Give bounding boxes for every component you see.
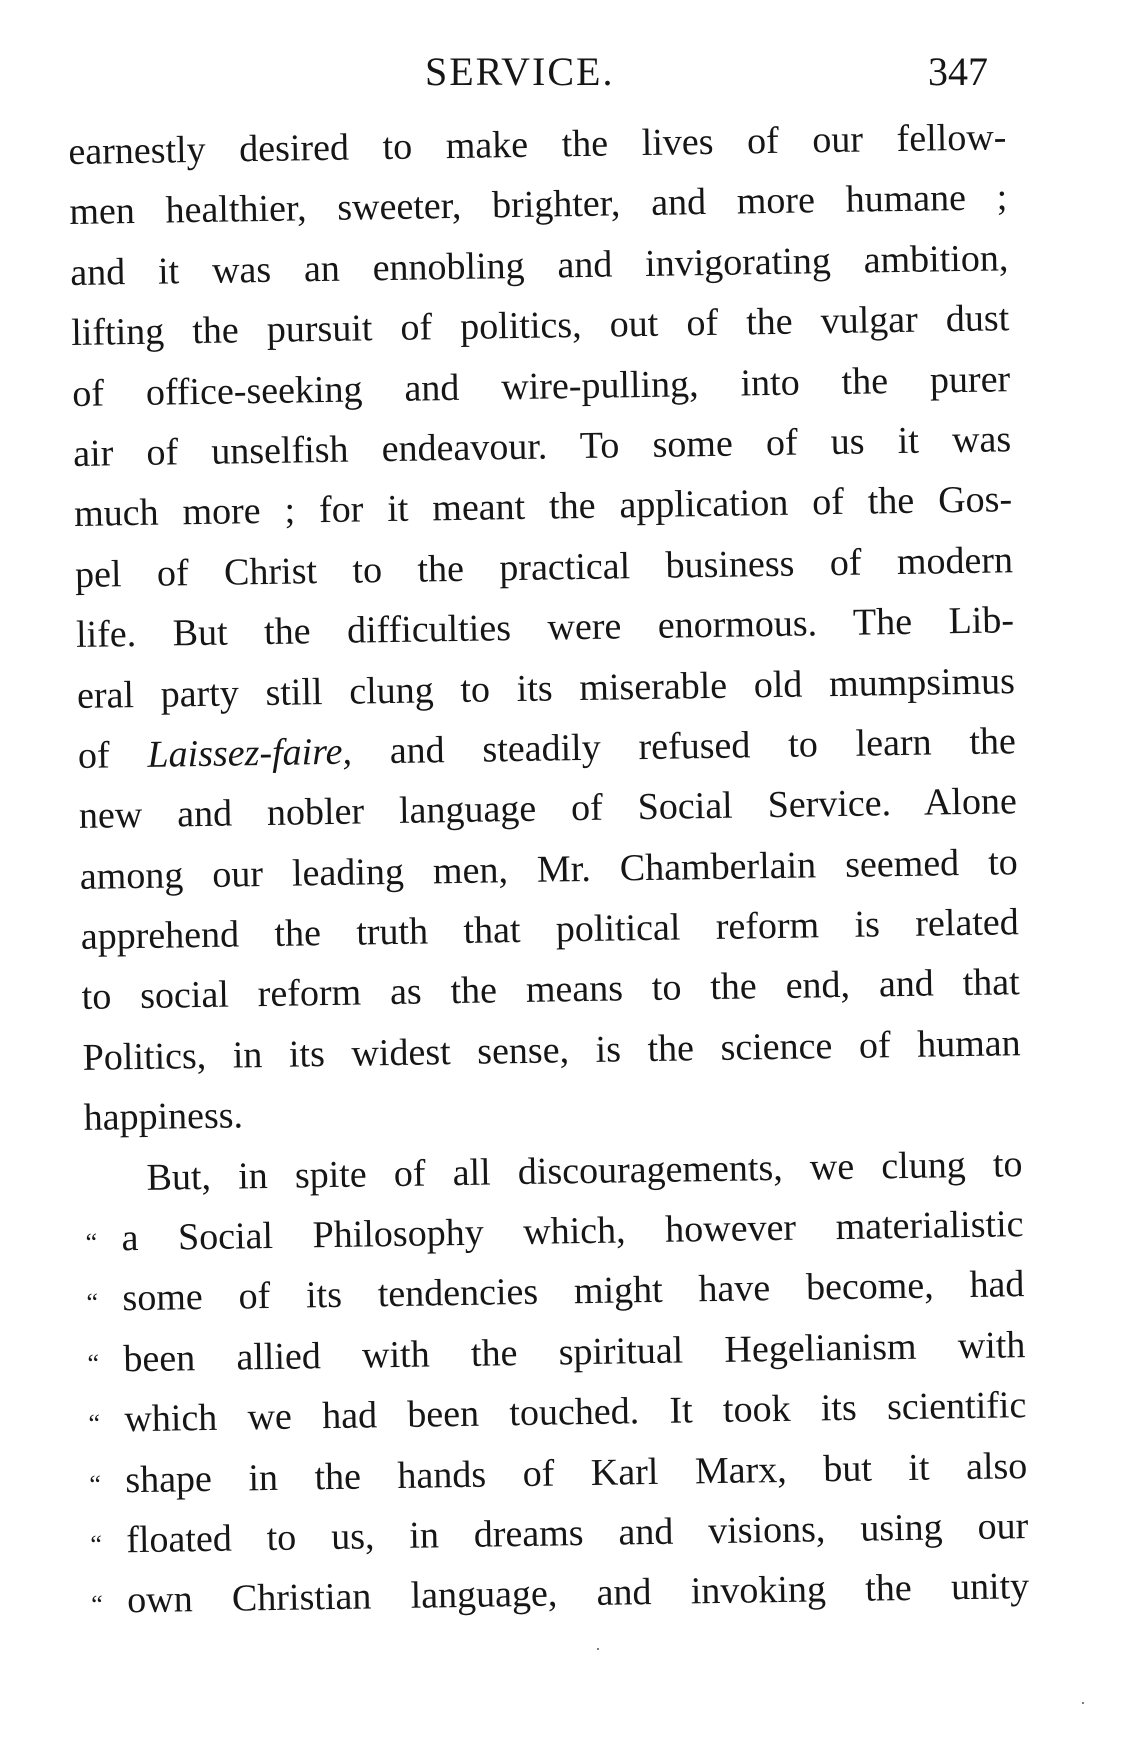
text-line: among our leading men, Mr. Chamberlain seemed to (79, 840, 1019, 898)
quote-mark: “ (85, 1227, 98, 1257)
print-speck (597, 1648, 599, 1650)
body-text (68, 107, 1030, 1631)
quote-mark: “ (90, 1529, 103, 1559)
text-line: Politics, in its widest sense, is the science of human (82, 1022, 1021, 1079)
text-line: life. But the difficulties were enormous. The Lib- (75, 599, 1015, 657)
italic-term: Laissez-faire, (147, 730, 353, 776)
quote-mark: “ (89, 1469, 102, 1499)
text-line: and it was an ennobling and invigorating ambition, (70, 237, 1009, 294)
quote-mark: “ (91, 1590, 104, 1620)
text-line: apprehend the truth that political reform is related (80, 901, 1020, 958)
text-fragment: of (77, 733, 148, 777)
quote-mark: “ (86, 1288, 99, 1318)
quoted-text: floated to us, in dreams and visions, using our (125, 1505, 1029, 1562)
quoted-text: shape in the hands of Karl Marx, but it also (125, 1444, 1028, 1501)
page-number: 347 (928, 49, 988, 94)
text-line: men healthier, sweeter, brighter, and more humane ; (69, 176, 1008, 234)
text-line: earnestly desired to make the lives of our fellow- (68, 116, 1007, 173)
quoted-text: been allied with the spiritual Hegelianism with (123, 1323, 1026, 1381)
quote-mark: “ (88, 1408, 101, 1439)
text-line: happiness. (83, 1094, 244, 1140)
text-line: eral party still clung to its miserable old mumpsimus (76, 659, 1016, 717)
paragraph-first-line: But, in spite of all discouragements, we clung to (146, 1142, 1023, 1199)
quoted-text: some of its tendencies might have become, had (122, 1263, 1025, 1320)
text-line: new and nobler language of Social Service. Alone (78, 780, 1018, 838)
print-speck (1082, 1702, 1084, 1704)
running-head (0, 48, 1128, 108)
text-line: lifting the pursuit of politics, out of the vulgar dust (70, 297, 1010, 355)
quoted-text: which we had been touched. It took its scientific (124, 1384, 1027, 1441)
text-line: pel of Christ to the practical business of modern (74, 538, 1014, 596)
quote-mark: “ (87, 1348, 100, 1378)
text-line: of office-seeking and wire-pulling, into the purer (71, 357, 1011, 415)
text-line: much more ; for it meant the application of the Gos- (73, 478, 1013, 536)
quoted-text: a Social Philosophy which, however materialistic (121, 1203, 1024, 1260)
quoted-text: own Christian language, and invoking the unity (126, 1565, 1030, 1622)
chapter-title: SERVICE. (425, 49, 615, 94)
text-line: to social reform as the means to the end, and that (81, 961, 1020, 1019)
text-fragment: and steadily refused to learn the (351, 720, 1017, 773)
text-line: air of unselfish endeavour. To some of us it was (72, 418, 1012, 475)
